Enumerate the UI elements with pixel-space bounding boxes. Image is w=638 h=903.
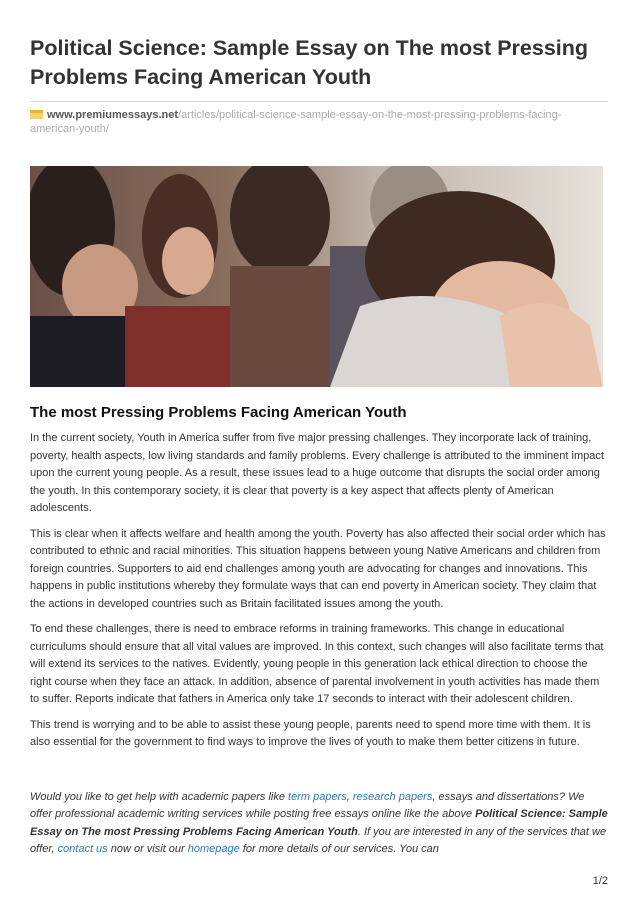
url-path[interactable]: /articles/political-science-sample-essay-on-the-most-pressing-problems-facing-american-youth/ [30,109,562,135]
title-line-1: Political Science: Sample Essay on The most Pressing [30,36,589,60]
promo-bold-title: Political Science: Sample Essay on The most Pressing Problems Facing American Youth [30,808,608,838]
promo-text: , [346,790,353,803]
source-url[interactable] [30,108,608,136]
article-paragraph-2: This is clear when it affects welfare and health among the youth. Poverty has also affected their social order which has contributed to ethnic and racial minorities. This situation happens between young Native Americans and children from foreign countries. Supporters to aid end challenges among youth are advocating for changes and innovations. This happens in public institutions whereby they formulate ways that can end poverty in American society. They claim that the actions in developed countries such as Britain facilitated issues among the youth. [30,527,606,610]
promo-text: Would you like to get help with academic papers like [30,790,289,803]
page-title [30,34,608,102]
promo-text: now or visit our [107,843,188,855]
title-line-2: Problems Facing American Youth [30,65,372,89]
promo-text: , essays and dissertations? We offer professional academic writing services while posting free essays online like the above [30,790,585,820]
article-paragraph-3: To end these challenges, there is need to embrace reforms in training frameworks. This change in educational curriculums should ensure that all vital values are improved. In this context, such changes will also facilitate terms that will extend its services to the natives. Evidently, young people in this generation lack ethical direction to choose the right course when they face an attack. In addition, absence of parental involvement in youth activities has made them to suffer. Reports indicate that fathers in America only take 17 seconds to interact with their adolescent children. [30,623,604,705]
url-domain[interactable]: www.premiumessays.net [47,109,179,121]
link-icon [30,110,43,119]
promo-paragraph [30,789,608,859]
article-heading: The most Pressing Problems Facing American Youth [30,404,407,421]
promo-text: . If you are interested in any of the services that we offer, [30,825,607,855]
homepage-link[interactable]: homepage [187,843,240,855]
research-papers-link[interactable]: research papers [352,790,433,803]
page-number: 1/2 [592,875,608,887]
hero-photo [30,166,603,387]
contact-us-link[interactable]: contact us [57,843,108,855]
term-papers-link[interactable]: term papers [288,790,347,803]
photo-icon [30,166,603,387]
promo-text: for more details of our services. You can [239,843,439,855]
article-paragraph-1: In the current society, Youth in America suffer from five major pressing challenges. They incorporate lack of training, poverty, health aspects, low living standards and family problems. Every challenge is attributed to the imminent impact upon the current young people. As a result, these issues lead to a huge outcome that disrupts the social order among the youth. In this contemporary society, it is clear that poverty is a key aspect that affects plenty of American adolescents. [30,432,604,514]
document-page [30,34,608,870]
article-paragraph-4: This trend is worrying and to be able to assist these young people, parents need to spend more time with them. It is also essential for the government to find ways to improve the lives of youth to make them better citizens in future. [30,718,591,748]
